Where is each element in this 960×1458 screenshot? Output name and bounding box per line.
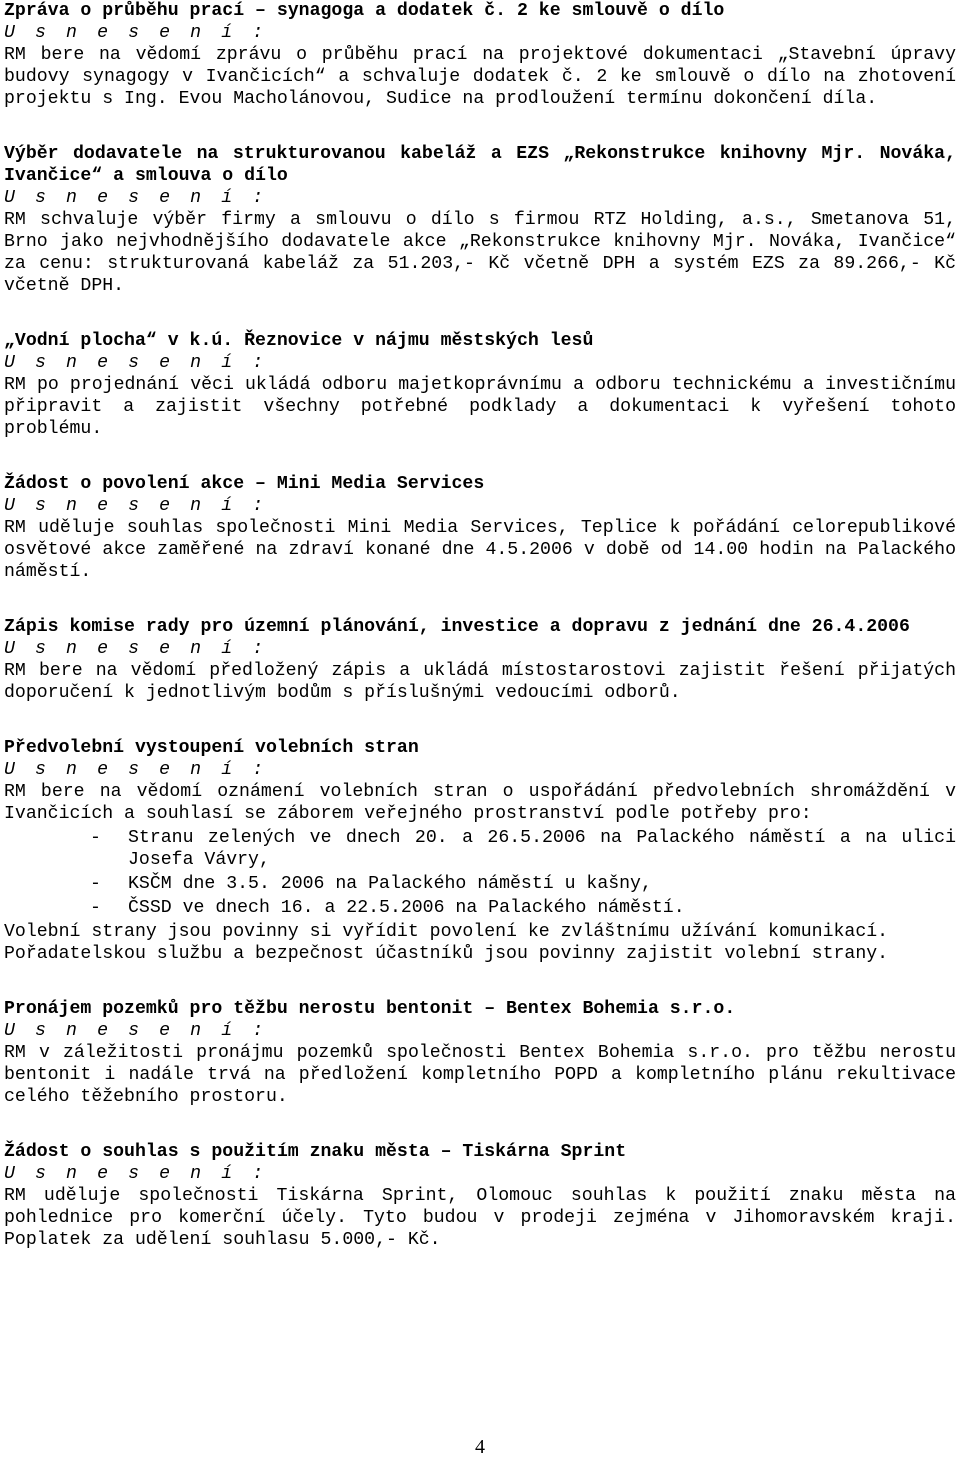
page-number: 4 [475,1436,485,1458]
section-bentex [4,998,956,1108]
section-body: RM uděluje společnosti Tiskárna Sprint, Olomouc souhlas k použití znaku města na pohlednice pro komerční účely. Tyto budou v prodeji zejména v Jihomoravském kraji. Poplatek za udělení souhlasu 5.000,- Kč. [4,1186,956,1250]
section-title: Výběr dodavatele na strukturovanou kabeláž a EZS „Rekonstrukce knihovny Mjr. Nováka, Ivančice“ a smlouva o dílo [4,144,956,186]
section-title: Zápis komise rady pro územní plánování, investice a dopravu z jednání dne 26.4.2006 [4,617,910,637]
section-title: Zpráva o průběhu prací – synagoga a dodatek č. 2 ke smlouvě o dílo [4,1,725,21]
list-item-text: Stranu zelených ve dnech 20. a 26.5.2006 na Palackého náměstí a na ulici Josefa Vávry, [128,828,956,870]
list-item-text: ČSSD ve dnech 16. a 22.5.2006 na Palackého náměstí. [128,898,685,918]
document-page [4,0,956,1251]
list-item [4,897,956,919]
section-body: RM bere na vědomí oznámení volebních stran o uspořádání předvolebních shromáždění v Ivančicích a souhlasí se záborem veřejného prostranství podle potřeby pro: [4,782,956,824]
dash-bullet: - [90,828,101,848]
section-mini-media [4,473,956,583]
section-kabelaz [4,143,956,297]
list-item [4,827,956,871]
section-synagoga [4,0,956,110]
resolution-label: U s n e s e n í : [4,1021,268,1041]
section-title: Žádost o souhlas s použitím znaku města – Tiskárna Sprint [4,1142,627,1162]
section-body: RM v záležitosti pronájmu pozemků společnosti Bentex Bohemia s.r.o. pro těžbu nerostu bentonit i nadále trvá na předložení kompletního POPD a kompletního plánu rekultivace celého těžebního prostoru. [4,1043,956,1107]
resolution-label: U s n e s e n í : [4,1164,268,1184]
section-title: Pronájem pozemků pro těžbu nerostu bentonit – Bentex Bohemia s.r.o. [4,999,736,1019]
section-body: RM po projednání věci ukládá odboru majetkoprávnímu a odboru technickému a investičnímu připravit a zajistit všechny potřebné podklady a dokumentaci k vyřešení tohoto problému. [4,375,956,439]
section-vodni-plocha [4,330,956,440]
section-tiskarna-sprint [4,1141,956,1251]
section-body: RM bere na vědomí předložený zápis a ukládá místostarostovi zajistit řešení přijatých doporučení k jednotlivým bodům s příslušnými vedoucími odborů. [4,661,956,703]
section-body: RM schvaluje výběr firmy a smlouvu o dílo s firmou RTZ Holding, a.s., Smetanova 51, Brno jako nejvhodnějšího dodavatele akce „Rekonstrukce knihovny Mjr. Nováka, Ivančice“ za cenu: strukturovaná kabeláž za 51.203,- Kč včetně DPH a systém EZS za 89.266,- Kč včetně DPH. [4,210,956,296]
section-note: Pořadatelskou službu a bezpečnost účastníků jsou povinny zajistit volební strany. [4,944,889,964]
list-item-text: KSČM dne 3.5. 2006 na Palackého náměstí u kašny, [128,874,652,894]
section-predvolebni [4,737,956,965]
section-title: „Vodní plocha“ v k.ú. Řeznovice v nájmu městských lesů [4,331,594,351]
resolution-label: U s n e s e n í : [4,760,268,780]
resolution-label: U s n e s e n í : [4,23,268,43]
section-note: Volební strany jsou povinny si vyřídit povolení ke zvláštnímu užívání komunikací. [4,922,889,942]
party-list [4,827,956,919]
resolution-label: U s n e s e n í : [4,639,268,659]
resolution-label: U s n e s e n í : [4,496,268,516]
resolution-label: U s n e s e n í : [4,353,268,373]
dash-bullet: - [90,898,101,918]
section-body: RM uděluje souhlas společnosti Mini Media Services, Teplice k pořádání celorepublikové osvětové akce zaměřené na zdraví konané dne 4.5.2006 v době od 14.00 hodin na Palackého náměstí. [4,518,956,582]
list-item [4,873,956,895]
resolution-label: U s n e s e n í : [4,188,268,208]
section-body: RM bere na vědomí zprávu o průběhu prací na projektové dokumentaci „Stavební úpravy budovy synagogy v Ivančicích“ a schvaluje dodatek č. 2 ke smlouvě o dílo na zhotovení projektu s Ing. Evou Macholánovou, Sudice na prodloužení termínu dokončení díla. [4,45,956,109]
section-zapis-komise [4,616,956,704]
dash-bullet: - [90,874,101,894]
section-title: Předvolební vystoupení volebních stran [4,738,419,758]
section-title: Žádost o povolení akce – Mini Media Services [4,474,485,494]
